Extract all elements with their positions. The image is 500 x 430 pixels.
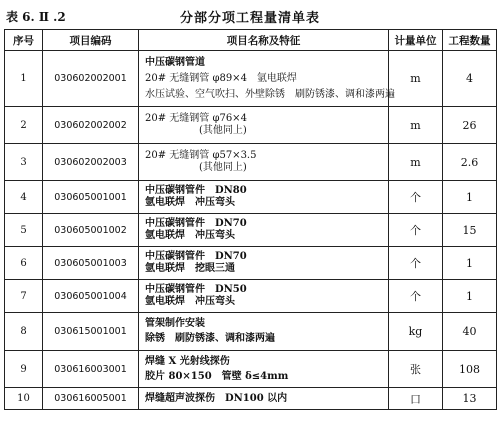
- desc-line: 水压试验、空气吹扫、外壁除锈 刷防锈漆、调和漆两遍: [145, 88, 395, 100]
- row-no: 10: [5, 388, 43, 410]
- row-code: 030602002002: [43, 107, 139, 144]
- desc-line: 中压碳钢管件 DN80: [145, 185, 247, 196]
- row-no: 3: [5, 144, 43, 181]
- row-code: 030602002001: [43, 51, 139, 107]
- row-code: 030616005001: [43, 388, 139, 410]
- row-code: 030605001001: [43, 181, 139, 214]
- desc-line: 20# 无缝钢管 φ76×4: [145, 113, 247, 124]
- table-row: [5, 107, 497, 144]
- row-code: 030605001003: [43, 247, 139, 280]
- desc-line: 中压碳钢管件 DN70: [145, 218, 247, 229]
- row-desc: [139, 107, 389, 144]
- desc-line: 氩电联焊 冲压弯头: [145, 197, 235, 208]
- desc-line: 氩电联焊 冲压弯头: [145, 296, 235, 307]
- row-qty: 40: [443, 313, 497, 351]
- desc-line: 20# 无缝钢管 φ89×4 氩电联焊: [145, 72, 297, 84]
- header-desc: 项目名称及特征: [139, 30, 389, 51]
- row-qty: 13: [443, 388, 497, 410]
- table-row: [5, 181, 497, 214]
- header-qty: 工程数量: [443, 30, 497, 51]
- table-number: 表 6. Ⅱ .2: [6, 10, 66, 24]
- row-code: 030616003001: [43, 351, 139, 388]
- row-desc: [139, 247, 389, 280]
- table-row: [5, 388, 497, 410]
- desc-line: 中压碳钢管件 DN50: [145, 284, 247, 295]
- row-no: 5: [5, 214, 43, 247]
- row-qty: 15: [443, 214, 497, 247]
- row-desc: [139, 181, 389, 214]
- row-desc: [139, 388, 389, 410]
- table-caption: [0, 4, 500, 26]
- row-desc: [139, 313, 389, 351]
- row-qty: 4: [443, 51, 497, 107]
- row-desc: [139, 280, 389, 313]
- desc-line: 中压碳钢管道: [145, 56, 205, 68]
- row-qty: 1: [443, 280, 497, 313]
- row-no: 2: [5, 107, 43, 144]
- table-title: 分部分项工程量清单表: [179, 11, 320, 26]
- header-code: 项目编码: [43, 30, 139, 51]
- header-unit: 计量单位: [389, 30, 443, 51]
- row-unit: 口: [389, 388, 443, 410]
- table-row: [5, 144, 497, 181]
- row-desc: [139, 144, 389, 181]
- desc-line: 氩电联焊 冲压弯头: [145, 230, 235, 241]
- desc-line: 20# 无缝钢管 φ57×3.5: [145, 150, 257, 161]
- desc-line: 焊缝 X 光射线探伤: [145, 355, 230, 367]
- row-qty: 26: [443, 107, 497, 144]
- row-desc: [139, 351, 389, 388]
- table-header-row: [5, 30, 497, 51]
- row-desc: [139, 214, 389, 247]
- row-desc: [139, 51, 395, 107]
- row-no: 8: [5, 313, 43, 351]
- row-no: 9: [5, 351, 43, 388]
- row-no: 7: [5, 280, 43, 313]
- desc-line: 管架制作安装: [145, 318, 205, 329]
- row-no: 4: [5, 181, 43, 214]
- row-code: 030602002003: [43, 144, 139, 181]
- desc-line: (其他同上): [199, 162, 247, 173]
- row-qty: 1: [443, 181, 497, 214]
- bill-of-quantities-table: [4, 29, 497, 410]
- row-qty: 108: [443, 351, 497, 388]
- row-unit: m: [389, 144, 443, 181]
- desc-line: 中压碳钢管件 DN70: [145, 251, 247, 262]
- row-code: 030615001001: [43, 313, 139, 351]
- row-qty: 1: [443, 247, 497, 280]
- header-no: 序号: [5, 30, 43, 51]
- row-unit: m: [389, 51, 443, 107]
- table-row: [5, 280, 497, 313]
- row-code: 030605001004: [43, 280, 139, 313]
- table-row: [5, 247, 497, 280]
- row-unit: 张: [389, 351, 443, 388]
- row-code: 030605001002: [43, 214, 139, 247]
- row-qty: 2.6: [443, 144, 497, 181]
- table-row: [5, 313, 497, 351]
- row-unit: 个: [389, 280, 443, 313]
- row-unit: kg: [389, 313, 443, 351]
- row-no: 6: [5, 247, 43, 280]
- table-row: [5, 51, 497, 107]
- row-unit: 个: [389, 214, 443, 247]
- desc-line: 焊缝超声波探伤 DN100 以内: [145, 392, 288, 404]
- desc-line: (其他同上): [199, 125, 247, 136]
- desc-line: 胶片 80×150 管壁 δ≤4mm: [145, 370, 289, 382]
- desc-line: 氩电联焊 挖眼三通: [145, 263, 235, 274]
- row-unit: 个: [389, 247, 443, 280]
- row-unit: m: [389, 107, 443, 144]
- row-unit: 个: [389, 181, 443, 214]
- row-no: 1: [5, 51, 43, 107]
- table-row: [5, 214, 497, 247]
- table-row: [5, 351, 497, 388]
- desc-line: 除锈 刷防锈漆、调和漆两遍: [145, 333, 275, 344]
